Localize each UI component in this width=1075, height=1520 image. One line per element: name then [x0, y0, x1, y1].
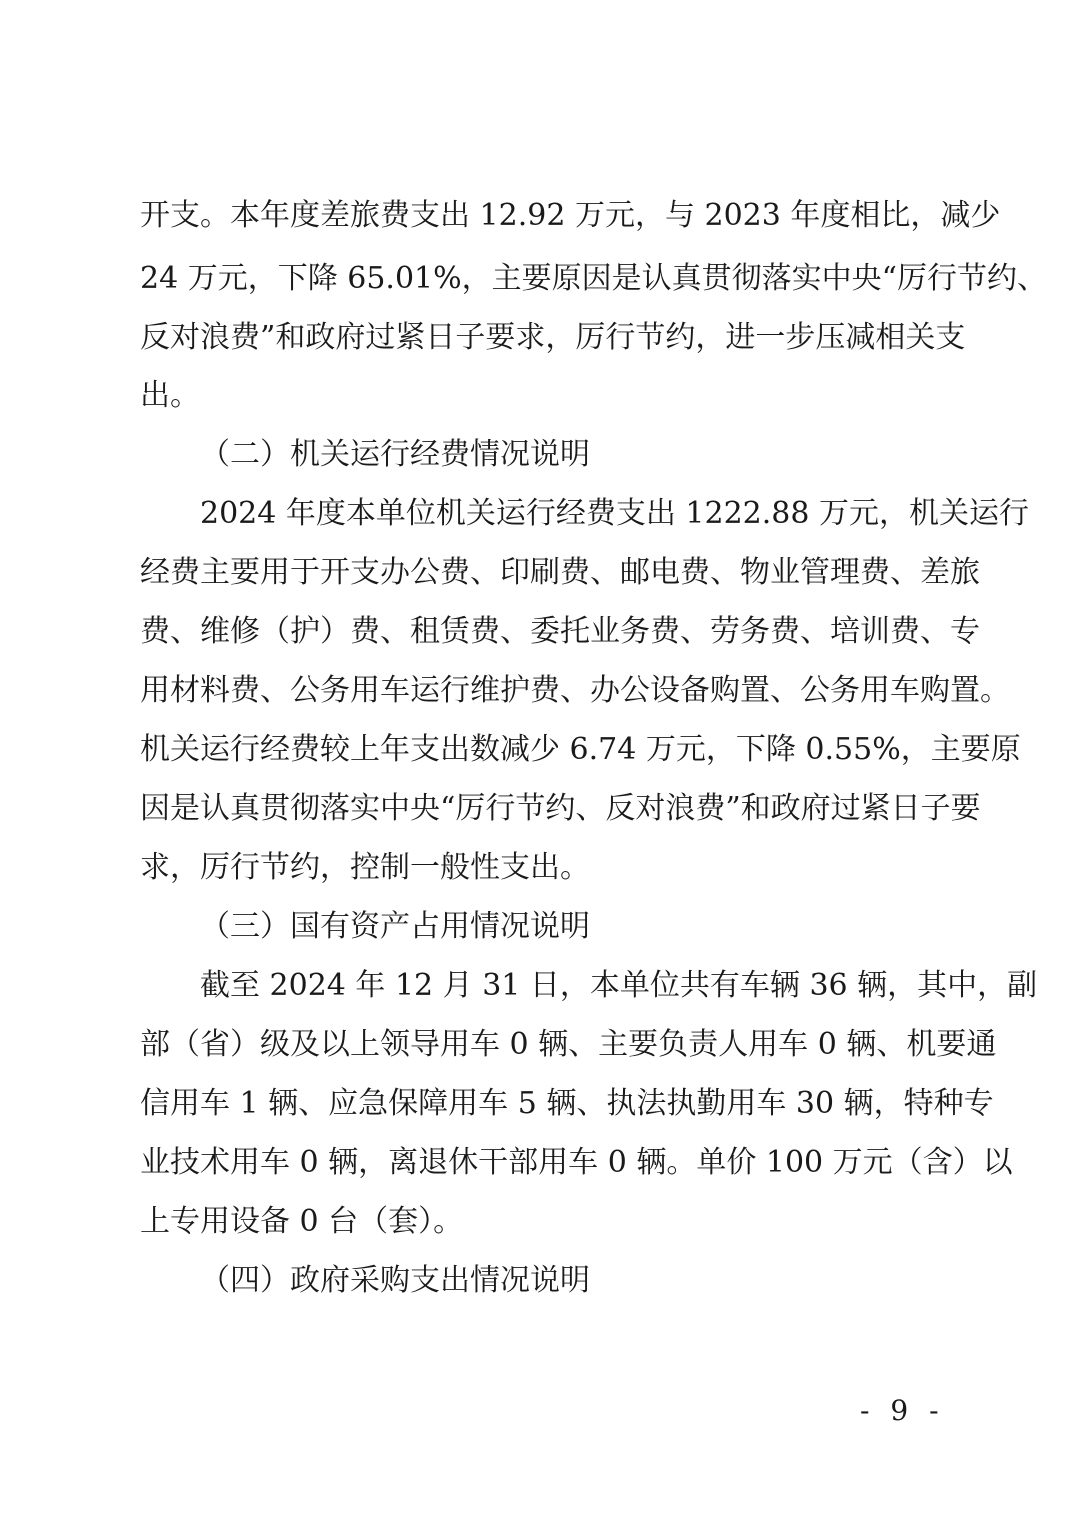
body-line-12: 求，厉行节约，控制一般性支出。	[140, 850, 590, 885]
body-line-15: 部（省）级及以上领导用车 0 辆、主要负责人用车 0 辆、机要通	[140, 1027, 997, 1062]
section-heading-3: （三）国有资产占用情况说明	[200, 909, 590, 944]
body-line-3: 反对浪费”和政府过紧日子要求，厉行节约，进一步压减相关支	[140, 320, 966, 355]
body-line-2: 24 万元，下降 65.01%，主要原因是认真贯彻落实中央“厉行节约、	[140, 261, 1047, 296]
body-line-7: 经费主要用于开支办公费、印刷费、邮电费、物业管理费、差旅	[140, 555, 980, 590]
body-line-18: 上专用设备 0 台（套）。	[140, 1204, 464, 1239]
section-heading-2: （二）机关运行经费情况说明	[200, 437, 590, 472]
body-line-4: 出。	[140, 378, 200, 413]
body-line-11: 因是认真贯彻落实中央“厉行节约、反对浪费”和政府过紧日子要	[140, 791, 981, 826]
body-line-6: 2024 年度本单位机关运行经费支出 1222.88 万元，机关运行	[200, 496, 1030, 531]
body-line-14: 截至 2024 年 12 月 31 日，本单位共有车辆 36 辆，其中，副	[200, 968, 1038, 1003]
body-line-10: 机关运行经费较上年支出数减少 6.74 万元，下降 0.55%，主要原	[140, 732, 1021, 767]
page-number: - 9 -	[860, 1394, 945, 1427]
body-line-9: 用材料费、公务用车运行维护费、办公设备购置、公务用车购置。	[140, 673, 1010, 708]
body-line-1: 开支。本年度差旅费支出 12.92 万元，与 2023 年度相比，减少	[140, 198, 1001, 233]
body-line-8: 费、维修（护）费、租赁费、委托业务费、劳务费、培训费、专	[140, 614, 980, 649]
body-line-17: 业技术用车 0 辆，离退休干部用车 0 辆。单价 100 万元（含）以	[140, 1145, 1013, 1180]
body-line-16: 信用车 1 辆、应急保障用车 5 辆、执法执勤用车 30 辆，特种专	[140, 1086, 994, 1121]
section-heading-4: （四）政府采购支出情况说明	[200, 1263, 590, 1298]
